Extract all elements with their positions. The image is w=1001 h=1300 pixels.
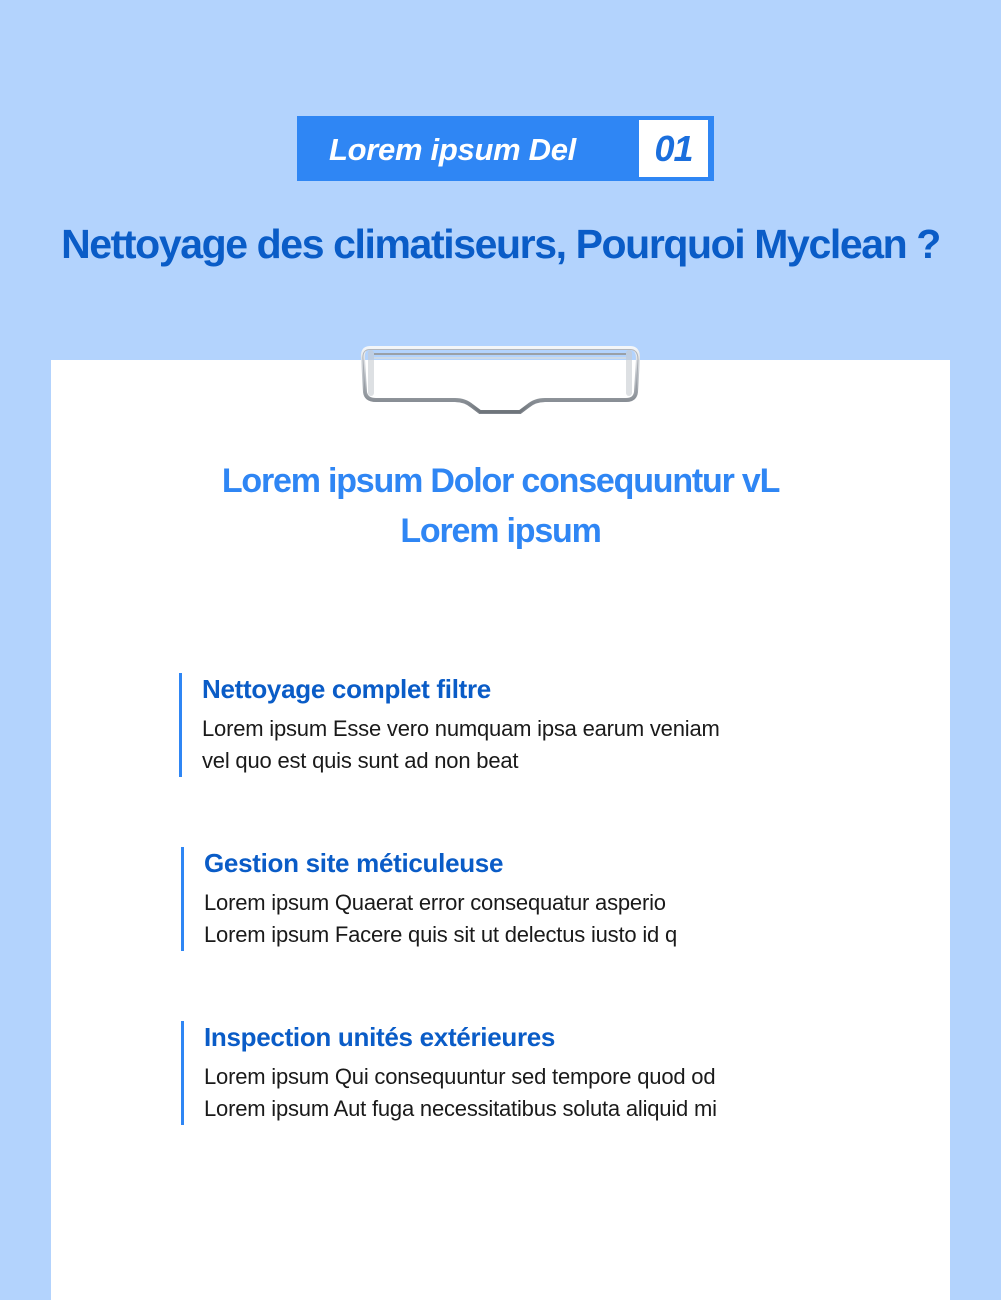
feature-description-line: vel quo est quis sunt ad non beat xyxy=(202,748,519,773)
feature-description xyxy=(204,887,861,951)
feature-description xyxy=(204,1061,861,1125)
feature-description-line: Lorem ipsum Aut fuga necessitatibus soluta aliquid mi xyxy=(204,1096,717,1121)
feature-description-line: Lorem ipsum Facere quis sit ut delectus iusto id q xyxy=(204,922,678,947)
card-title-line-1: Lorem ipsum Dolor consequuntur vL xyxy=(221,462,780,500)
badge-number: 01 xyxy=(639,120,708,177)
page-title: Nettoyage des climatiseurs, Pourquoi Myclean ? xyxy=(61,221,940,267)
clipboard-clip-icon xyxy=(360,340,640,420)
feature-item xyxy=(181,847,861,951)
card-title xyxy=(51,456,950,556)
feature-description-line: Lorem ipsum Esse vero numquam ipsa earum veniam xyxy=(202,716,720,741)
feature-heading: Inspection unités extérieures xyxy=(204,1022,556,1052)
feature-description-line: Lorem ipsum Quaerat error consequatur asperio xyxy=(204,890,666,915)
feature-description xyxy=(202,713,859,777)
feature-item xyxy=(179,673,859,777)
section-badge xyxy=(297,116,714,181)
feature-heading: Gestion site méticuleuse xyxy=(204,848,504,878)
feature-item xyxy=(181,1021,861,1125)
feature-description-line: Lorem ipsum Qui consequuntur sed tempore quod od xyxy=(204,1064,716,1089)
card-title-line-2: Lorem ipsum xyxy=(400,512,601,550)
feature-heading: Nettoyage complet filtre xyxy=(202,674,491,704)
badge-label: Lorem ipsum Del xyxy=(329,132,576,167)
